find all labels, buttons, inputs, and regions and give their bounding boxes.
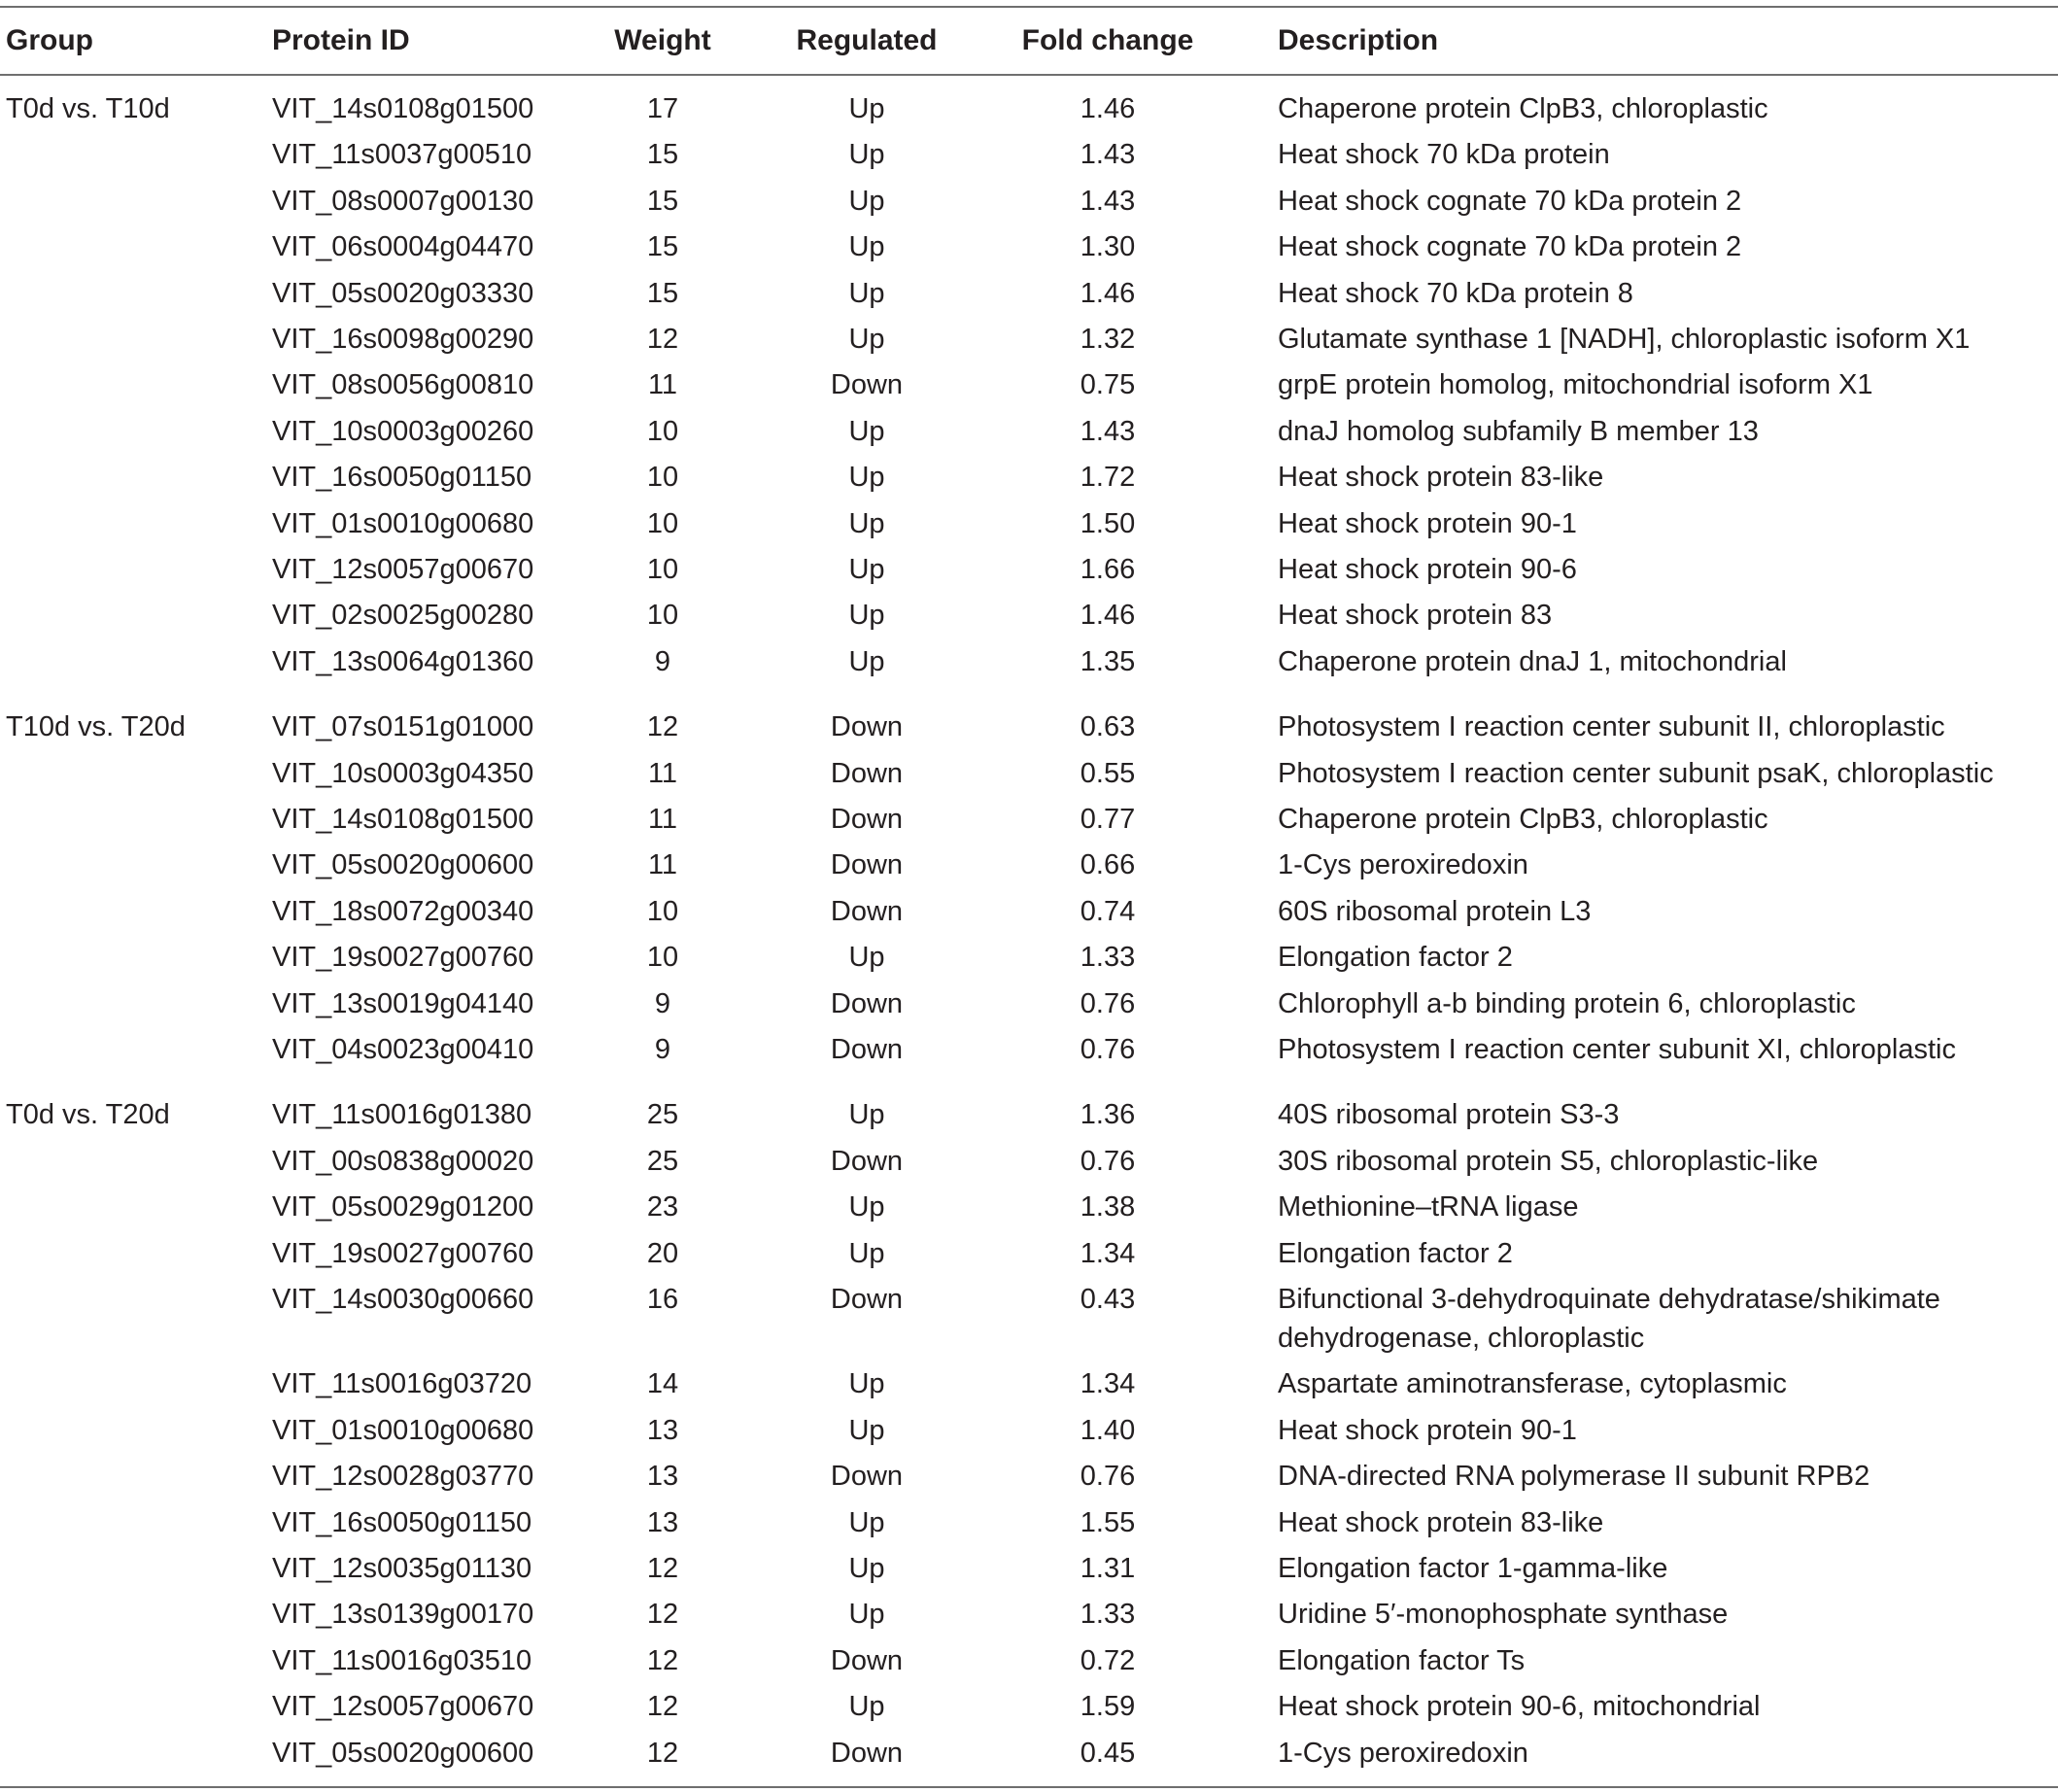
weight-cell: 10 — [646, 895, 679, 927]
fold-change-cell: 0.76 — [1080, 987, 1136, 1019]
fold-change-cell: 0.45 — [1080, 1737, 1136, 1769]
table-row — [0, 845, 2058, 891]
fold-change-cell: 0.66 — [1080, 849, 1136, 881]
weight-cell: 15 — [646, 231, 679, 263]
fold-change-cell: 1.33 — [1080, 1599, 1136, 1631]
weight-cell: 13 — [646, 1506, 679, 1538]
weight-cell: 12 — [646, 1599, 679, 1631]
description-cell: Photosystem I reaction center subunit II, chloroplastic — [1278, 711, 1945, 743]
table-row — [0, 182, 2058, 227]
protein-id-cell: VIT_08s0056g00810 — [272, 369, 534, 401]
table-row — [0, 1280, 2058, 1354]
fold-change-cell: 1.72 — [1080, 462, 1136, 494]
regulated-cell: Up — [848, 231, 885, 263]
table-top-rule — [0, 6, 2058, 8]
description-cell: Heat shock protein 83-like — [1278, 1506, 1604, 1538]
regulated-cell: Up — [848, 1599, 885, 1631]
weight-cell: 12 — [646, 711, 679, 743]
regulated-cell: Up — [848, 1414, 885, 1446]
fold-change-cell: 1.34 — [1080, 1237, 1136, 1269]
regulated-cell: Down — [830, 895, 904, 927]
table-row — [0, 1095, 2058, 1141]
fold-change-cell: 1.66 — [1080, 554, 1136, 585]
regulated-cell: Up — [848, 1506, 885, 1538]
fold-change-cell: 1.30 — [1080, 231, 1136, 263]
regulated-cell: Down — [830, 1644, 904, 1676]
weight-cell: 10 — [646, 415, 679, 447]
weight-cell: 10 — [646, 507, 679, 539]
header-description: Description — [1278, 24, 1439, 56]
protein-id-cell: VIT_08s0007g00130 — [272, 185, 534, 217]
weight-cell: 25 — [646, 1099, 679, 1131]
fold-change-cell: 0.76 — [1080, 1145, 1136, 1177]
table-row — [0, 135, 2058, 181]
description-cell: Elongation factor 2 — [1278, 942, 1513, 974]
weight-cell: 12 — [646, 324, 679, 355]
description-cell: Aspartate aminotransferase, cytoplasmic — [1278, 1368, 1787, 1400]
fold-change-cell: 1.59 — [1080, 1691, 1136, 1723]
regulated-cell: Down — [830, 804, 904, 835]
description-cell: grpE protein homolog, mitochondrial isoform X1 — [1278, 369, 1873, 401]
protein-id-cell: VIT_02s0025g00280 — [272, 600, 534, 632]
table-row — [0, 1030, 2058, 1076]
table-row — [0, 1595, 2058, 1640]
weight-cell: 23 — [646, 1191, 679, 1223]
weight-cell: 13 — [646, 1414, 679, 1446]
protein-id-cell: VIT_13s0064g01360 — [272, 645, 534, 677]
table-row — [0, 892, 2058, 938]
regulated-cell: Up — [848, 185, 885, 217]
protein-id-cell: VIT_05s0029g01200 — [272, 1191, 534, 1223]
fold-change-cell: 1.46 — [1080, 600, 1136, 632]
table-row — [0, 1142, 2058, 1188]
description-cell: Heat shock protein 90-1 — [1278, 1414, 1577, 1446]
protein-id-cell: VIT_05s0020g00600 — [272, 849, 534, 881]
description-cell: Heat shock cognate 70 kDa protein 2 — [1278, 185, 1742, 217]
description-cell: Heat shock 70 kDa protein 8 — [1278, 277, 1633, 309]
table-row — [0, 1503, 2058, 1549]
protein-id-cell: VIT_10s0003g00260 — [272, 415, 534, 447]
description-cell: Heat shock cognate 70 kDa protein 2 — [1278, 231, 1742, 263]
table-row — [0, 938, 2058, 983]
description-cell: Glutamate synthase 1 [NADH], chloroplastic isoform X1 — [1278, 324, 1971, 355]
description-cell: dnaJ homolog subfamily B member 13 — [1278, 415, 1759, 447]
regulated-cell: Up — [848, 600, 885, 632]
protein-id-cell: VIT_12s0057g00670 — [272, 554, 534, 585]
fold-change-cell: 0.76 — [1080, 1461, 1136, 1493]
table-row — [0, 754, 2058, 800]
fold-change-cell: 1.38 — [1080, 1191, 1136, 1223]
protein-id-cell: VIT_11s0016g01380 — [272, 1099, 532, 1131]
description-cell: 40S ribosomal protein S3-3 — [1278, 1099, 1620, 1131]
weight-cell: 12 — [646, 1737, 679, 1769]
description-cell: Heat shock protein 83-like — [1278, 462, 1604, 494]
group-label: T0d vs. T20d — [6, 1099, 170, 1131]
description-cell: Heat shock 70 kDa protein — [1278, 139, 1610, 171]
weight-cell: 10 — [646, 462, 679, 494]
regulated-cell: Up — [848, 277, 885, 309]
header-regulated: Regulated — [796, 24, 938, 56]
description-cell: Photosystem I reaction center subunit XI, chloroplastic — [1278, 1034, 1956, 1065]
header-group: Group — [6, 24, 93, 56]
description-cell: Heat shock protein 90-6, mitochondrial — [1278, 1691, 1761, 1723]
header-fold-change: Fold change — [1021, 24, 1194, 56]
fold-change-cell: 0.72 — [1080, 1644, 1136, 1676]
table-row — [0, 1641, 2058, 1687]
protein-id-cell: VIT_00s0838g00020 — [272, 1145, 534, 1177]
table-row — [0, 227, 2058, 273]
description-cell-line-2: dehydrogenase, chloroplastic — [1278, 1323, 1645, 1354]
weight-cell: 15 — [646, 139, 679, 171]
weight-cell: 9 — [654, 1034, 671, 1065]
protein-id-cell: VIT_05s0020g00600 — [272, 1737, 534, 1769]
regulated-cell: Down — [830, 1737, 904, 1769]
table-row — [0, 707, 2058, 753]
protein-id-cell: VIT_14s0030g00660 — [272, 1284, 534, 1315]
regulated-cell: Down — [830, 987, 904, 1019]
weight-cell: 25 — [646, 1145, 679, 1177]
fold-change-cell: 1.46 — [1080, 93, 1136, 124]
regulated-cell: Up — [848, 139, 885, 171]
table-row — [0, 1411, 2058, 1457]
weight-cell: 10 — [646, 600, 679, 632]
fold-change-cell: 0.63 — [1080, 711, 1136, 743]
weight-cell: 15 — [646, 277, 679, 309]
description-cell: Chaperone protein ClpB3, chloroplastic — [1278, 93, 1768, 124]
table-row — [0, 642, 2058, 688]
description-cell: Heat shock protein 83 — [1278, 600, 1553, 632]
description-cell: Elongation factor Ts — [1278, 1644, 1526, 1676]
fold-change-cell: 0.43 — [1080, 1284, 1136, 1315]
table-row — [0, 412, 2058, 458]
protein-id-cell: VIT_07s0151g01000 — [272, 711, 534, 743]
table-row — [0, 550, 2058, 596]
fold-change-cell: 0.75 — [1080, 369, 1136, 401]
regulated-cell: Up — [848, 507, 885, 539]
protein-id-cell: VIT_13s0139g00170 — [272, 1599, 534, 1631]
description-cell: Chaperone protein dnaJ 1, mitochondrial — [1278, 645, 1787, 677]
description-cell: Chaperone protein ClpB3, chloroplastic — [1278, 804, 1768, 835]
protein-id-cell: VIT_01s0010g00680 — [272, 1414, 534, 1446]
description-cell: 60S ribosomal protein L3 — [1278, 895, 1592, 927]
protein-id-cell: VIT_16s0050g01150 — [272, 462, 532, 494]
regulated-cell: Up — [848, 1237, 885, 1269]
table-bottom-rule — [0, 1786, 2058, 1788]
description-cell-line-1: Bifunctional 3-dehydroquinate dehydratase/shikimate — [1278, 1284, 1940, 1315]
table-row — [0, 1188, 2058, 1233]
protein-id-cell: VIT_19s0027g00760 — [272, 1237, 534, 1269]
protein-id-cell: VIT_11s0037g00510 — [272, 139, 532, 171]
protein-id-cell: VIT_11s0016g03720 — [272, 1368, 532, 1400]
table-row — [0, 1457, 2058, 1502]
regulated-cell: Down — [830, 757, 904, 789]
fold-change-cell: 1.43 — [1080, 185, 1136, 217]
protein-id-cell: VIT_04s0023g00410 — [272, 1034, 534, 1065]
fold-change-cell: 1.36 — [1080, 1099, 1136, 1131]
regulated-cell: Up — [848, 1191, 885, 1223]
regulated-cell: Down — [830, 1145, 904, 1177]
fold-change-cell: 1.55 — [1080, 1506, 1136, 1538]
protein-id-cell: VIT_06s0004g04470 — [272, 231, 534, 263]
weight-cell: 11 — [647, 369, 678, 401]
table-row — [0, 984, 2058, 1030]
regulated-cell: Down — [830, 1461, 904, 1493]
weight-cell: 12 — [646, 1553, 679, 1584]
table-row — [0, 1734, 2058, 1779]
fold-change-cell: 0.76 — [1080, 1034, 1136, 1065]
regulated-cell: Up — [848, 554, 885, 585]
protein-id-cell: VIT_16s0098g00290 — [272, 324, 534, 355]
table-row — [0, 596, 2058, 641]
fold-change-cell: 1.43 — [1080, 139, 1136, 171]
regulated-cell: Up — [848, 1099, 885, 1131]
description-cell: Elongation factor 1-gamma-like — [1278, 1553, 1668, 1584]
protein-id-cell: VIT_12s0057g00670 — [272, 1691, 534, 1723]
weight-cell: 10 — [646, 554, 679, 585]
table-row — [0, 1364, 2058, 1410]
weight-cell: 13 — [646, 1461, 679, 1493]
regulated-cell: Up — [848, 1368, 885, 1400]
table-row — [0, 458, 2058, 503]
regulated-cell: Up — [848, 462, 885, 494]
weight-cell: 14 — [646, 1368, 679, 1400]
description-cell: 1-Cys peroxiredoxin — [1278, 849, 1528, 881]
table-row — [0, 504, 2058, 550]
fold-change-cell: 1.34 — [1080, 1368, 1136, 1400]
weight-cell: 9 — [654, 987, 671, 1019]
table-row — [0, 274, 2058, 320]
description-cell: Heat shock protein 90-6 — [1278, 554, 1577, 585]
description-cell: Chlorophyll a-b binding protein 6, chloroplastic — [1278, 987, 1856, 1019]
table-header — [0, 21, 2058, 60]
table-row — [0, 1549, 2058, 1595]
description-cell: Uridine 5′-monophosphate synthase — [1278, 1599, 1729, 1631]
fold-change-cell: 1.35 — [1080, 645, 1136, 677]
regulated-cell: Up — [848, 93, 885, 124]
regulated-cell: Down — [830, 1284, 904, 1315]
protein-id-cell: VIT_14s0108g01500 — [272, 93, 534, 124]
table-row — [0, 365, 2058, 411]
weight-cell: 17 — [646, 93, 679, 124]
protein-id-cell: VIT_19s0027g00760 — [272, 942, 534, 974]
weight-cell: 9 — [654, 645, 671, 677]
weight-cell: 12 — [646, 1691, 679, 1723]
regulated-cell: Up — [848, 942, 885, 974]
protein-id-cell: VIT_01s0010g00680 — [272, 507, 534, 539]
description-cell: DNA-directed RNA polymerase II subunit RPB2 — [1278, 1461, 1870, 1493]
weight-cell: 15 — [646, 185, 679, 217]
description-cell: Elongation factor 2 — [1278, 1237, 1513, 1269]
fold-change-cell: 0.55 — [1080, 757, 1136, 789]
protein-id-cell: VIT_18s0072g00340 — [272, 895, 534, 927]
regulated-cell: Down — [830, 369, 904, 401]
regulated-cell: Up — [848, 1553, 885, 1584]
regulated-cell: Up — [848, 1691, 885, 1723]
weight-cell: 11 — [647, 849, 678, 881]
protein-id-cell: VIT_12s0035g01130 — [272, 1553, 532, 1584]
table-row — [0, 89, 2058, 135]
description-cell: 30S ribosomal protein S5, chloroplastic-like — [1278, 1145, 1819, 1177]
protein-id-cell: VIT_13s0019g04140 — [272, 987, 534, 1019]
protein-id-cell: VIT_12s0028g03770 — [272, 1461, 534, 1493]
fold-change-cell: 1.46 — [1080, 277, 1136, 309]
description-cell: Heat shock protein 90-1 — [1278, 507, 1577, 539]
fold-change-cell: 1.31 — [1080, 1553, 1136, 1584]
fold-change-cell: 0.77 — [1080, 804, 1136, 835]
description-cell: 1-Cys peroxiredoxin — [1278, 1737, 1528, 1769]
fold-change-cell: 0.74 — [1080, 895, 1136, 927]
fold-change-cell: 1.33 — [1080, 942, 1136, 974]
weight-cell: 20 — [646, 1237, 679, 1269]
weight-cell: 12 — [646, 1644, 679, 1676]
header-protein-id: Protein ID — [272, 24, 410, 56]
table-header-rule — [0, 74, 2058, 76]
regulated-cell: Up — [848, 645, 885, 677]
weight-cell: 16 — [646, 1284, 679, 1315]
group-label: T0d vs. T10d — [6, 93, 170, 124]
protein-id-cell: VIT_10s0003g04350 — [272, 757, 534, 789]
fold-change-cell: 1.50 — [1080, 507, 1136, 539]
protein-id-cell: VIT_16s0050g01150 — [272, 1506, 532, 1538]
protein-id-cell: VIT_14s0108g01500 — [272, 804, 534, 835]
protein-id-cell: VIT_11s0016g03510 — [272, 1644, 532, 1676]
regulated-cell: Down — [830, 849, 904, 881]
table-row — [0, 320, 2058, 365]
fold-change-cell: 1.43 — [1080, 415, 1136, 447]
fold-change-cell: 1.40 — [1080, 1414, 1136, 1446]
fold-change-cell: 1.32 — [1080, 324, 1136, 355]
table-row — [0, 1234, 2058, 1280]
group-label: T10d vs. T20d — [6, 711, 186, 743]
table-row — [0, 800, 2058, 845]
weight-cell: 11 — [647, 757, 678, 789]
weight-cell: 10 — [646, 942, 679, 974]
regulated-cell: Down — [830, 1034, 904, 1065]
description-cell: Methionine–tRNA ligase — [1278, 1191, 1579, 1223]
weight-cell: 11 — [647, 804, 678, 835]
regulated-cell: Up — [848, 415, 885, 447]
regulated-cell: Up — [848, 324, 885, 355]
header-weight: Weight — [614, 24, 711, 56]
protein-id-cell: VIT_05s0020g03330 — [272, 277, 534, 309]
description-cell: Photosystem I reaction center subunit psaK, chloroplastic — [1278, 757, 1994, 789]
table-row — [0, 1687, 2058, 1733]
regulated-cell: Down — [830, 711, 904, 743]
